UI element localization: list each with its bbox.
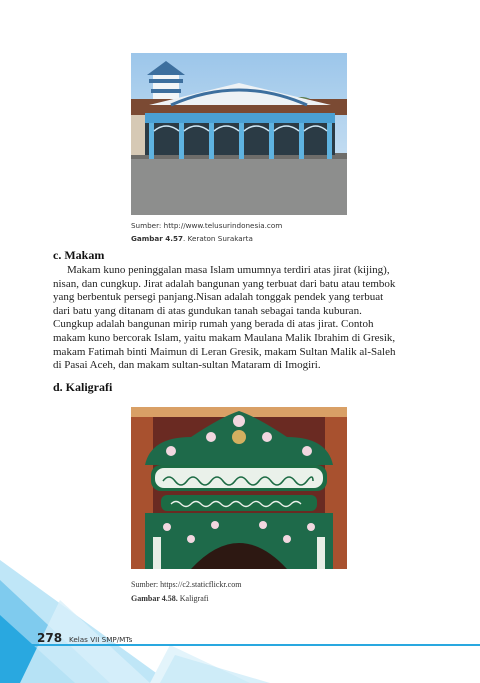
paragraph-line: Cungkup adalah bangunan mirip rumah yang berada di atas jirat. Contoh: [53, 318, 374, 331]
figure1-source: Sumber: http://www.telusurindonesia.com: [131, 221, 283, 230]
paragraph-line: Makam kuno peninggalan masa Islam umumnya terdiri atas jirat (kijing),: [67, 264, 390, 276]
paragraph-line: yang berbentuk persegi panjang.Nisan adalah tonggak pendek yang terbuat: [53, 291, 384, 304]
section-c-heading: c. Makam: [53, 248, 105, 262]
footer-decoration: [0, 560, 480, 683]
figure2-caption-text: Kaligrafi: [177, 594, 209, 603]
paragraph-line: di Pasai Aceh, dan makam sultan-sultan Mataram di Imogiri.: [53, 359, 321, 372]
book-title: Kelas VII SMP/MTs: [69, 635, 133, 644]
figure1-label: Gambar 4.57: [131, 234, 184, 243]
page-number: 278: [37, 631, 63, 645]
section-c-paragraph: [53, 264, 413, 373]
figure1-caption: [131, 234, 253, 243]
figure2-caption: [131, 594, 209, 603]
kaligrafi-photo: [131, 407, 347, 569]
figure2-source: Sumber: https://c2.staticflickr.com: [131, 580, 242, 589]
figure1-caption-text: . Keraton Surakarta: [183, 234, 253, 243]
footer-rule: [30, 644, 480, 646]
paragraph-line: makam kuno bercorak Islam, yaitu makam Maulana Malik Ibrahim di Gresik,: [53, 331, 396, 344]
paragraph-line: nisan, dan cungkup. Jirat adalah bangunan yang terbuat dari batu atau tembok: [53, 277, 396, 290]
figure2-label: Gambar 4.58.: [131, 594, 178, 603]
section-d-heading: d. Kaligrafi: [53, 380, 113, 394]
paragraph-line: dari batu yang ditanam di atas gundukan tanah sebagai tanda kuburan.: [53, 304, 362, 317]
paragraph-line: makam Fatimah binti Maimun di Leran Gresik, makam Sultan Malik al-Saleh: [53, 345, 396, 358]
keraton-surakarta-photo: [131, 53, 347, 215]
